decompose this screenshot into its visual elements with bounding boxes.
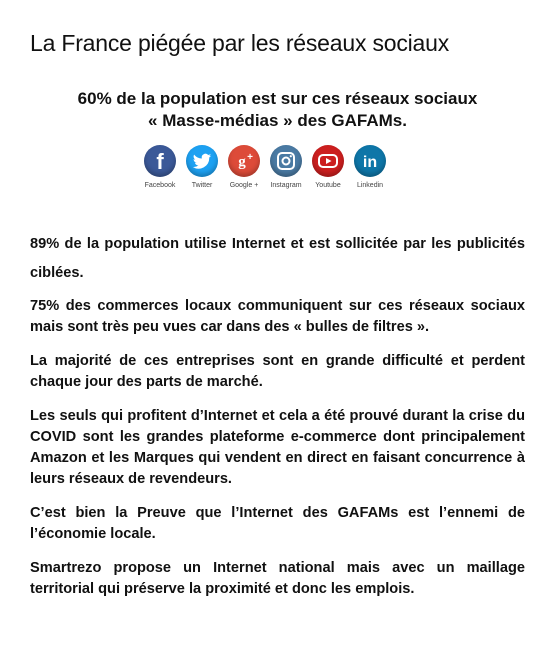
social-item-twitter	[182, 145, 222, 197]
linkedin-icon	[354, 145, 386, 177]
twitter-label: Twitter	[191, 182, 213, 189]
paragraph-smartrezo: Smartrezo propose un Internet national mais avec un maillage territorial qui préserve la proximité et donc les emplois.	[30, 560, 525, 597]
social-item-google-plus	[224, 145, 264, 197]
intro-line-1: 60% de la population est sur ces réseaux sociaux	[77, 89, 478, 108]
google-plus-icon	[228, 145, 260, 177]
paragraph-internet-usage: 89% de la population utilise Internet et est sollicitée par les publicités ciblées.	[30, 236, 525, 281]
svg-text:in: in	[362, 154, 378, 171]
page-title: La France piégée par les réseaux sociaux	[30, 30, 450, 56]
svg-text:g: g	[238, 154, 246, 170]
instagram-label: Instagram	[270, 182, 302, 189]
twitter-icon	[186, 145, 218, 177]
svg-text:f: f	[156, 149, 164, 174]
social-item-facebook	[140, 145, 180, 197]
facebook-icon	[144, 145, 176, 177]
social-item-instagram	[266, 145, 306, 197]
youtube-icon	[312, 145, 344, 177]
social-item-youtube	[308, 145, 348, 197]
paragraph-covid-ecommerce: Les seuls qui profitent d’Internet et cela a été prouvé durant la crise du COVID sont les grandes plateforme e-commerce dont principalement Amazon et les Marques qui vendent en direct en faisant concurrence à leurs réseaux de revendeurs.	[30, 408, 525, 487]
social-icons-row	[140, 145, 390, 197]
intro-block	[0, 88, 555, 132]
paragraph-local-shops: 75% des commerces locaux communiquent sur ces réseaux sociaux mais sont très peu vues car dans des « bulles de filtres ».	[30, 298, 525, 335]
instagram-icon	[270, 145, 302, 177]
intro-line-2: « Masse-médias » des GAFAMs.	[148, 111, 407, 130]
social-item-linkedin	[350, 145, 390, 197]
paragraph-businesses-difficulty: La majorité de ces entreprises sont en grande difficulté et perdent chaque jour des parts de marché.	[30, 353, 525, 390]
linkedin-label: Linkedin	[356, 182, 384, 189]
youtube-label: Youtube	[315, 182, 341, 189]
facebook-label: Facebook	[144, 182, 176, 189]
svg-text:+: +	[247, 152, 253, 163]
paragraph-gafam-enemy: C’est bien la Preuve que l’Internet des GAFAMs est l’ennemi de l’économie locale.	[30, 505, 525, 542]
body-text	[30, 230, 525, 613]
google-plus-label: Google +	[229, 182, 259, 189]
